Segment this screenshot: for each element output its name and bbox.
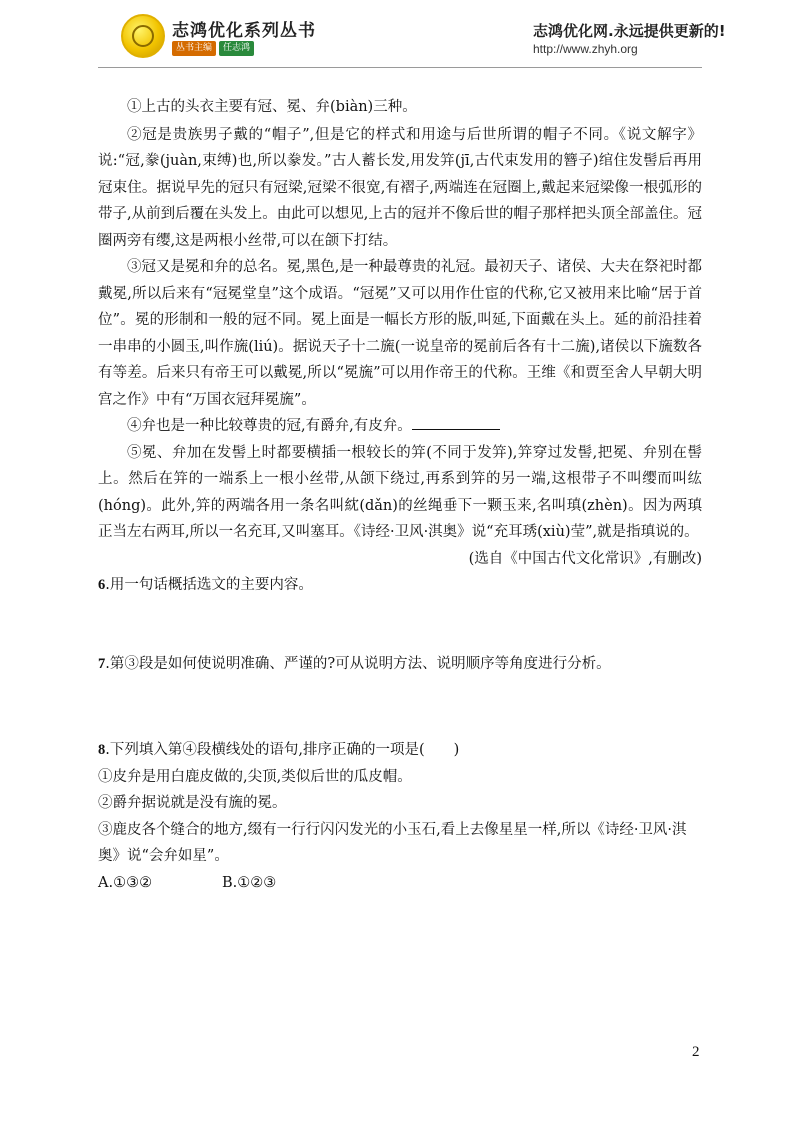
passage-paragraph-4 xyxy=(98,413,702,440)
question-6-number: 6 xyxy=(98,577,106,593)
page-content xyxy=(98,94,702,896)
question-8-item-3: ③鹿皮各个缝合的地方,缀有一行行闪闪发光的小玉石,看上去像星星一样,所以《诗经·卫风·淇奥》说“会弁如星”。 xyxy=(98,821,687,864)
question-8-options xyxy=(98,870,702,897)
question-8-number: 8 xyxy=(98,742,106,758)
series-title: 志鸿优化系列丛书 xyxy=(172,21,316,41)
fill-in-blank xyxy=(412,415,500,430)
question-8 xyxy=(98,737,702,764)
answer-space-6 xyxy=(98,599,702,651)
option-a[interactable]: A.①③② xyxy=(98,874,153,891)
site-slogan: 志鸿优化网.永远提供更新的! xyxy=(533,22,726,40)
question-7-number: 7 xyxy=(98,655,106,672)
passage-source: (选自《中国古代文化常识》,有删改) xyxy=(468,550,702,567)
passage-paragraph-1: ①上古的头衣主要有冠、冕、弁(biàn)三种。 xyxy=(127,99,417,115)
question-7-text: .第③段是如何使说明准确、严谨的?可从说明方法、说明顺序等角度进行分析。 xyxy=(105,655,611,672)
answer-space-7 xyxy=(98,677,702,737)
passage-paragraph-5: ⑤冕、弁加在发髻上时都要横插一根较长的笄(不同于发笄),笄穿过发髻,把冕、弁别在髻上。然后在笄的一端系上一根小丝带,从颌下绕过,再系到笄的另一端,这根带子不叫缨而叫纮(hóng)。此外,笄的两端各用一条名叫紞(dǎn)的丝绳垂下一颗玉来,名叫瑱(zhèn)。因为两瑱正当左右两耳,所以一名充耳,又叫塞耳。《诗经·卫风·淇奥》说“充耳琇(xiù)莹”,就是指瑱说的。 xyxy=(98,444,702,540)
header-divider xyxy=(98,67,702,68)
page-number: 2 xyxy=(692,1044,700,1060)
editor-credit xyxy=(172,41,254,56)
question-8-item-1: ①皮弁是用白鹿皮做的,尖顶,类似后世的瓜皮帽。 xyxy=(98,768,412,785)
paragraph-4-text: ④弁也是一种比较尊贵的冠,有爵弁,有皮弁。 xyxy=(127,418,412,434)
question-6 xyxy=(98,572,702,599)
question-8-text: .下列填入第④段横线处的语句,排序正确的一项是( ) xyxy=(105,742,460,758)
question-8-item-2: ②爵弁据说就是没有旒的冕。 xyxy=(98,795,287,811)
passage-paragraph-3: ③冠又是冕和弁的总名。冕,黑色,是一种最尊贵的礼冠。最初天子、诸侯、大夫在祭祀时都戴冕,所以后来有“冠冕堂皇”这个成语。“冠冕”又可以用作仕宦的代称,它又被用来比喻“居于首位”。冕的形制和一般的冠不同。冕上面是一幅长方形的版,叫延,下面戴在头上。延的前沿挂着一串串的小圆玉,叫作旒(liú)。据说天子十二旒(一说皇帝的冕前后各有十二旒),诸侯以下旒数各有等差。后来只有帝王可以戴冕,所以“冕旒”可以用作帝王的代称。王维《和贾至舍人早朝大明宫之作》中有“万国衣冠拜冕旒”。 xyxy=(98,259,702,408)
passage-paragraph-2: ②冠是贵族男子戴的“帽子”,但是它的样式和用途与后世所谓的帽子不同。《说文解字》说:“冠,豢(juàn,束缚)也,所以豢发。”古人蓄长发,用发笄(jī,古代束发用的簪子)绾住发髻后再用冠束住。据说早先的冠只有冠梁,冠梁不很宽,有褶子,两端连在冠圈上,戴起来冠梁像一根弧形的带子,从前到后覆在头发上。由此可以想见,上古的冠并不像后世的帽子那样把头顶全部盖住。冠圈两旁有缨,这是两根小丝带,可以在颌下打结。 xyxy=(98,126,702,249)
question-6-text: .用一句话概括选文的主要内容。 xyxy=(105,577,313,593)
editor-name: 任志鸿 xyxy=(219,41,254,56)
site-url[interactable]: http://www.zhyh.org xyxy=(533,42,638,56)
page-header xyxy=(0,0,800,72)
series-logo-icon xyxy=(121,14,165,58)
option-b[interactable]: B.①②③ xyxy=(222,874,277,891)
question-7 xyxy=(98,651,702,678)
editor-label: 丛书主编 xyxy=(172,41,216,56)
